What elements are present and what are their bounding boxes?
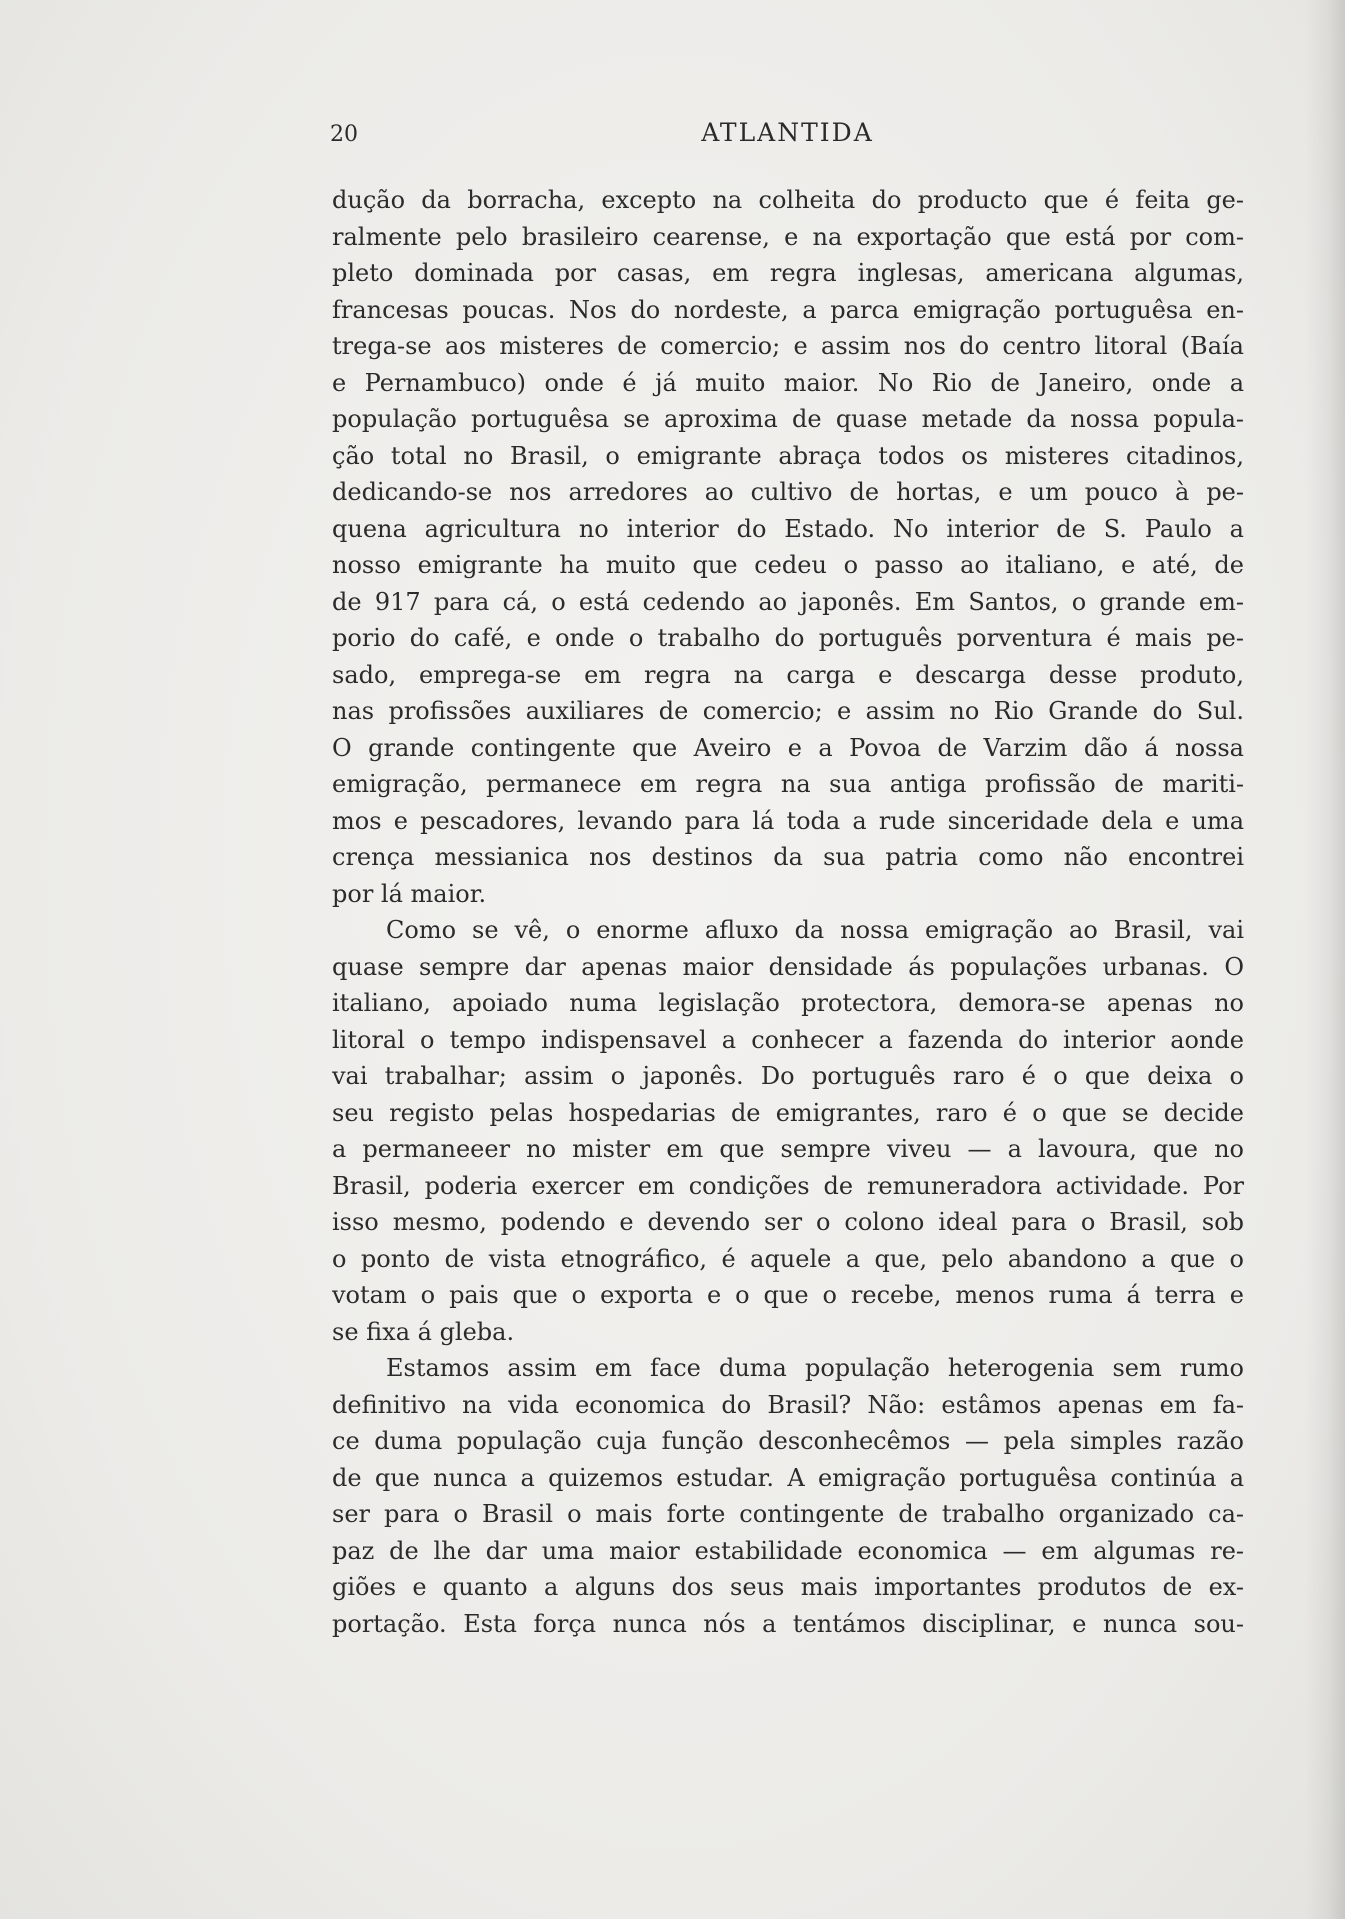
running-title: ATLANTIDA — [701, 118, 874, 147]
text-line: giões e quanto a alguns dos seus mais importantes produtos de ex- — [332, 1573, 1244, 1601]
text-line: ce duma população cuja função desconhecêmos — pela simples razão — [332, 1427, 1244, 1455]
text-line: o ponto de vista etnográfico, é aquele a que, pelo abandono a que o — [332, 1244, 1244, 1273]
text-line: nas profissões auxiliares de comercio; e assim no Rio Grande do Sul. — [332, 697, 1244, 725]
page-edge-shadow — [1305, 0, 1345, 1919]
running-header — [330, 118, 1245, 158]
text-line: dedicando-se nos arredores ao cultivo de hortas, e um pouco à pe- — [332, 478, 1244, 506]
text-line: por lá maior. — [332, 879, 487, 908]
text-line: O grande contingente que Aveiro e a Povoa de Varzim dão á nossa — [332, 733, 1244, 762]
text-line: nosso emigrante ha muito que cedeu o passo ao italiano, e até, de — [332, 551, 1244, 579]
text-line: paz de lhe dar uma maior estabilidade economica — em algumas re- — [332, 1536, 1244, 1565]
text-line: crença messianica nos destinos da sua patria como não encontrei — [332, 843, 1244, 871]
body-text — [332, 182, 1244, 1642]
text-line: emigração, permanece em regra na sua antiga profissão de mariti- — [332, 770, 1244, 798]
text-line: população portuguêsa se aproxima de quase metade da nossa popula- — [332, 405, 1244, 433]
text-line: dução da borracha, excepto na colheita do producto que é feita ge- — [332, 186, 1244, 214]
text-line: e Pernambuco) onde é já muito maior. No Rio de Janeiro, onde a — [332, 368, 1244, 397]
text-line: se fixa á gleba. — [332, 1317, 515, 1346]
text-line: quase sempre dar apenas maior densidade ás populações urbanas. O — [332, 952, 1244, 981]
text-line: de 917 para cá, o está cedendo ao japonês. Em Santos, o grande em- — [332, 587, 1244, 616]
text-line: Brasil, poderia exercer em condições de remuneradora actividade. Por — [332, 1171, 1244, 1200]
text-line: seu registo pelas hospedarias de emigrantes, raro é o que se decide — [332, 1098, 1244, 1127]
text-line: Estamos assim em face duma população heterogenia sem rumo — [386, 1354, 1244, 1382]
text-line: mos e pescadores, levando para lá toda a rude sinceridade dela e uma — [332, 806, 1244, 835]
text-line: isso mesmo, podendo e devendo ser o colono ideal para o Brasil, sob — [332, 1208, 1244, 1236]
text-line: trega-se aos misteres de comercio; e assim nos do centro litoral (Baía — [332, 332, 1244, 360]
text-line: francesas poucas. Nos do nordeste, a parca emigração portuguêsa en- — [332, 295, 1244, 324]
text-line: a permaneeer no mister em que sempre viveu — a lavoura, que no — [332, 1135, 1244, 1163]
text-line: votam o pais que o exporta e o que o recebe, menos ruma á terra e — [332, 1281, 1244, 1309]
text-line: ralmente pelo brasileiro cearense, e na exportação que está por com- — [332, 222, 1244, 251]
text-line: litoral o tempo indispensavel a conhecer a fazenda do interior aonde — [332, 1025, 1244, 1054]
text-line: porio do café, e onde o trabalho do português porventura é mais pe- — [332, 624, 1244, 652]
text-line: quena agricultura no interior do Estado. No interior de S. Paulo a — [332, 514, 1244, 543]
text-line: sado, emprega-se em regra na carga e descarga desse produto, — [332, 660, 1244, 689]
text-line: pleto dominada por casas, em regra inglesas, americana algumas, — [332, 259, 1244, 287]
text-line: vai trabalhar; assim o japonês. Do português raro é o que deixa o — [332, 1062, 1244, 1090]
text-line: italiano, apoiado numa legislação protectora, demora-se apenas no — [332, 989, 1244, 1017]
text-line: Como se vê, o enorme afluxo da nossa emigração ao Brasil, vai — [386, 916, 1244, 944]
text-line: definitivo na vida economica do Brasil? Não: estâmos apenas em fa- — [332, 1390, 1244, 1419]
text-line: ser para o Brasil o mais forte contingente de trabalho organizado ca- — [332, 1500, 1244, 1528]
page-number: 20 — [330, 122, 358, 147]
text-line: de que nunca a quizemos estudar. A emigração portuguêsa continúa a — [332, 1463, 1244, 1492]
text-line: portação. Esta força nunca nós a tentámos disciplinar, e nunca sou- — [332, 1609, 1244, 1638]
text-line: ção total no Brasil, o emigrante abraça todos os misteres citadinos, — [332, 441, 1244, 470]
